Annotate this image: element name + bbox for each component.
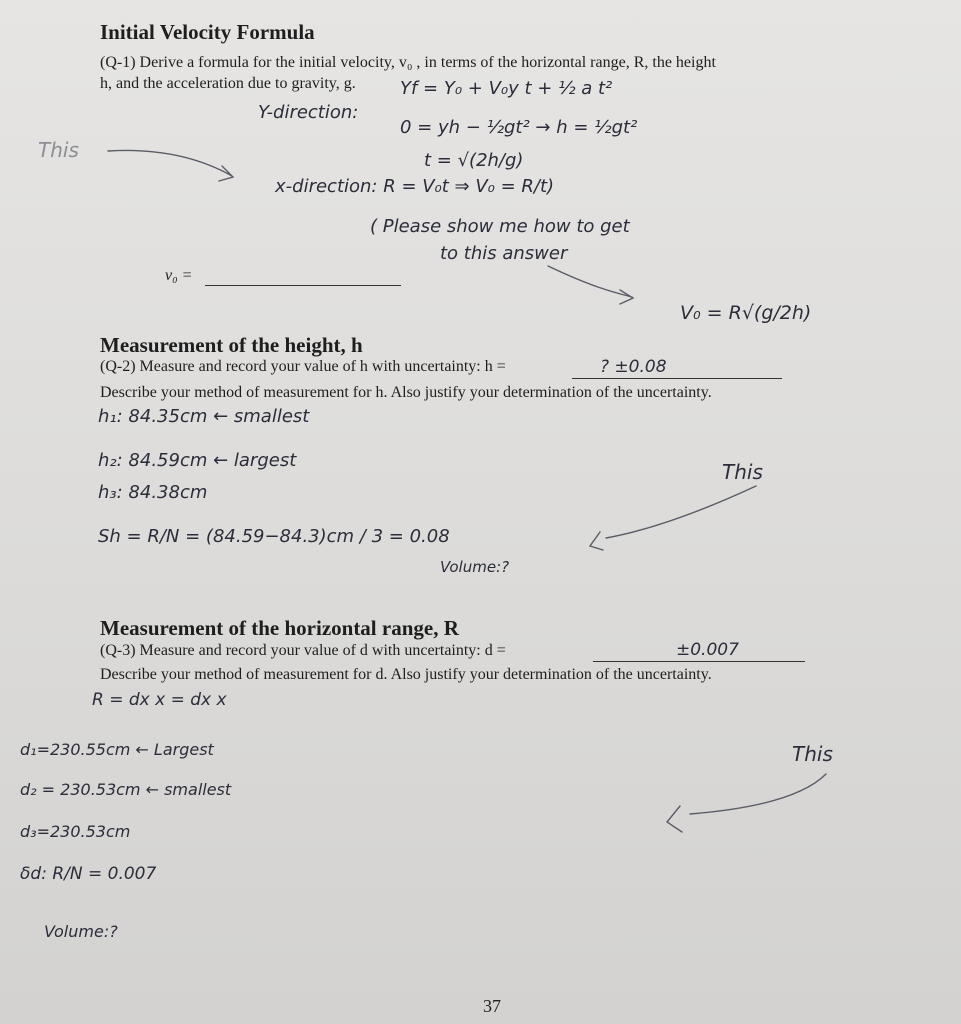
question-3-line-2: Describe your method of measurement for d. Also justify your determination of the uncertainty. [100,666,712,683]
note-h2: h₂: 84.59cm ← largest [98,450,297,471]
range-answer-value: ±0.007 [676,640,739,660]
note-y-direction-label: Y-direction: [258,102,359,123]
note-d3: d₃=230.53cm [20,822,131,841]
height-answer-blank [572,378,782,379]
note-this-arrow-label-2: This [722,460,763,484]
section-title-range: Measurement of the horizontal range, R [100,616,459,640]
initial-velocity-answer-label: v₀ = [165,267,193,284]
note-uncertainty-d: δd: R/N = 0.007 [20,864,157,884]
note-kinematic-equation: Yf = Y₀ + V₀y t + ½ a t² [400,78,613,99]
section-title-initial-velocity: Initial Velocity Formula [100,20,315,44]
note-please-show-line-1: ( Please show me how to get [370,216,630,237]
note-h1: h₁: 84.35cm ← smallest [98,406,310,427]
note-please-show-line-2: to this answer [440,243,568,264]
question-1-line-2: h, and the acceleration due to gravity, g. [100,75,356,92]
note-range-relation: R = dx x = dx x [92,690,227,710]
note-h3: h₃: 84.38cm [98,482,208,503]
arrow-this-to-xdirection [108,150,233,181]
height-answer-value: ? ±0.08 [600,357,667,377]
note-uncertainty-h: Sh = R/N = (84.59−84.3)cm / 3 = 0.08 [98,526,450,547]
range-answer-blank [593,661,805,662]
note-this-arrow-label-3: This [792,742,833,766]
question-3-line-1: (Q-3) Measure and record your value of d with uncertainty: d = [100,642,506,659]
question-2-line-1: (Q-2) Measure and record your value of h with uncertainty: h = [100,358,506,375]
note-height-equation: 0 = yh − ½gt² → h = ½gt² [400,117,638,138]
note-this-arrow-label-1: This [38,138,79,162]
page-number: 37 [483,996,501,1016]
note-d2: d₂ = 230.53cm ← smallest [20,780,232,799]
arrow-to-result [548,266,633,304]
question-2-line-2: Describe your method of measurement for h. Also justify your determination of the uncertainty. [100,384,712,401]
section-title-height: Measurement of the height, h [100,333,363,357]
note-velocity-result: V₀ = R√(g/2h) [680,302,812,324]
note-time-equation: t = √(2h/g) [424,150,524,171]
note-x-direction-equation: x-direction: R = V₀t ⇒ V₀ = R/t) [275,176,555,197]
question-1-line-1: (Q-1) Derive a formula for the initial velocity, v₀ , in terms of the horizontal range, R, the height [100,54,716,71]
initial-velocity-answer-blank [205,285,401,286]
arrow-this-to-height-section [590,486,756,550]
arrow-this-to-range-section [667,774,826,832]
note-volume-question-1: Volume:? [440,558,510,576]
note-d1: d₁=230.55cm ← Largest [20,740,214,759]
note-volume-question-2: Volume:? [44,922,118,941]
